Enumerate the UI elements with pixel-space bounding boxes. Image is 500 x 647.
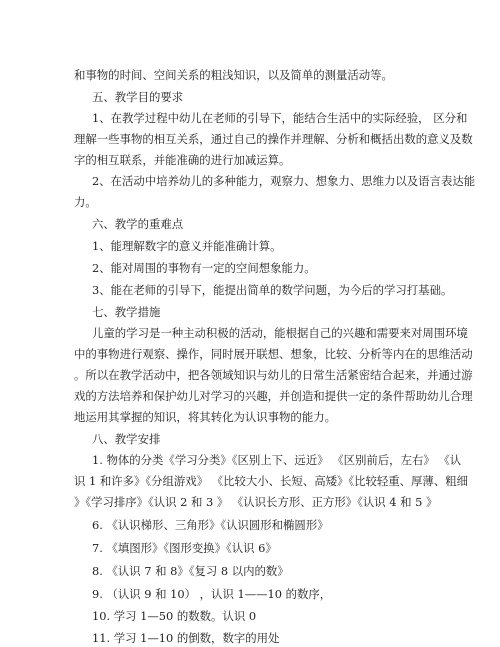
- text-line: 儿童的学习是一种主动积极的活动，能根据自己的兴趣和需要来对周围环境: [92, 326, 468, 340]
- section-heading: 六、教学的重难点: [92, 217, 184, 231]
- text-line: 识 1 和许多》《分组游戏》 《比较大小、长短、高矮》《比较轻重、厚薄、粗细: [74, 474, 468, 488]
- list-item: 6. 《认识梯形、三角形》《认识圆形和椭圆形》: [92, 518, 329, 532]
- text-line: 1. 物体的分类《学习分类》《区别上下、远近》 《区别前后，左右》 《认: [92, 453, 462, 467]
- list-item: 7. 《填图形》《图形变换》《认识 6》: [92, 541, 277, 555]
- text-line: 中的事物进行观察、操作，同时展开联想、想象，比较、分析等内在的思维活动: [74, 347, 473, 361]
- section-heading: 八、教学安排: [92, 432, 161, 446]
- text-line: 2、能对周围的事物有一定的空间想象能力。: [92, 261, 316, 275]
- list-item: 11. 学习 1—10 的倒数，数字的用处: [92, 631, 280, 645]
- text-line: 字的相互联系，并能准确的进行加减运算。: [74, 153, 291, 167]
- text-line: 3、能在老师的引导下，能提出简单的数学问题，为今后的学习打基础。: [92, 283, 453, 297]
- text-line: 1、在教学过程中幼儿在老师的引导下，能结合生活中的实际经验， 区分和: [92, 111, 468, 125]
- text-line: 。所以在教学活动中，把各领域知识与幼儿的日常生活紧密结合起来，并通过游: [74, 368, 473, 382]
- text-line: 2、在活动中培养幼儿的多种能力，观察力、想象力、思维力以及语言表达能: [92, 174, 476, 188]
- section-heading: 五、教学目的要求: [92, 90, 184, 104]
- text-line: 理解一些事物的相互关系，通过自己的操作并理解、分析和概括出数的意义及数: [74, 132, 473, 146]
- text-line: 和事物的时间、空间关系的粗浅知识，以及简单的测量活动等。: [74, 68, 393, 82]
- section-heading: 七、教学措施: [92, 305, 161, 319]
- list-item: 9. （认识 9 和 10） ，认识 1——10 的数序，: [92, 587, 332, 601]
- list-item: 10. 学习 1—50 的数数。认识 0: [92, 609, 257, 623]
- text-line: 戏的方法培养和保护幼儿对学习的兴趣，并创造和提供一定的条件帮助幼儿合理: [74, 389, 473, 403]
- text-line: 地运用其掌握的知识，将其转化为认识事物的能力。: [74, 410, 336, 424]
- text-line: 力。: [74, 195, 97, 209]
- list-item: 8. 《认识 7 和 8》《复习 8 以内的数》: [92, 564, 289, 578]
- text-line: 1、能理解数字的意义并能准确计算。: [92, 239, 282, 253]
- text-line: 》《学习排序》《认识 2 和 3 》 《认识长方形、正方形》《认识 4 和 5 》: [74, 495, 438, 509]
